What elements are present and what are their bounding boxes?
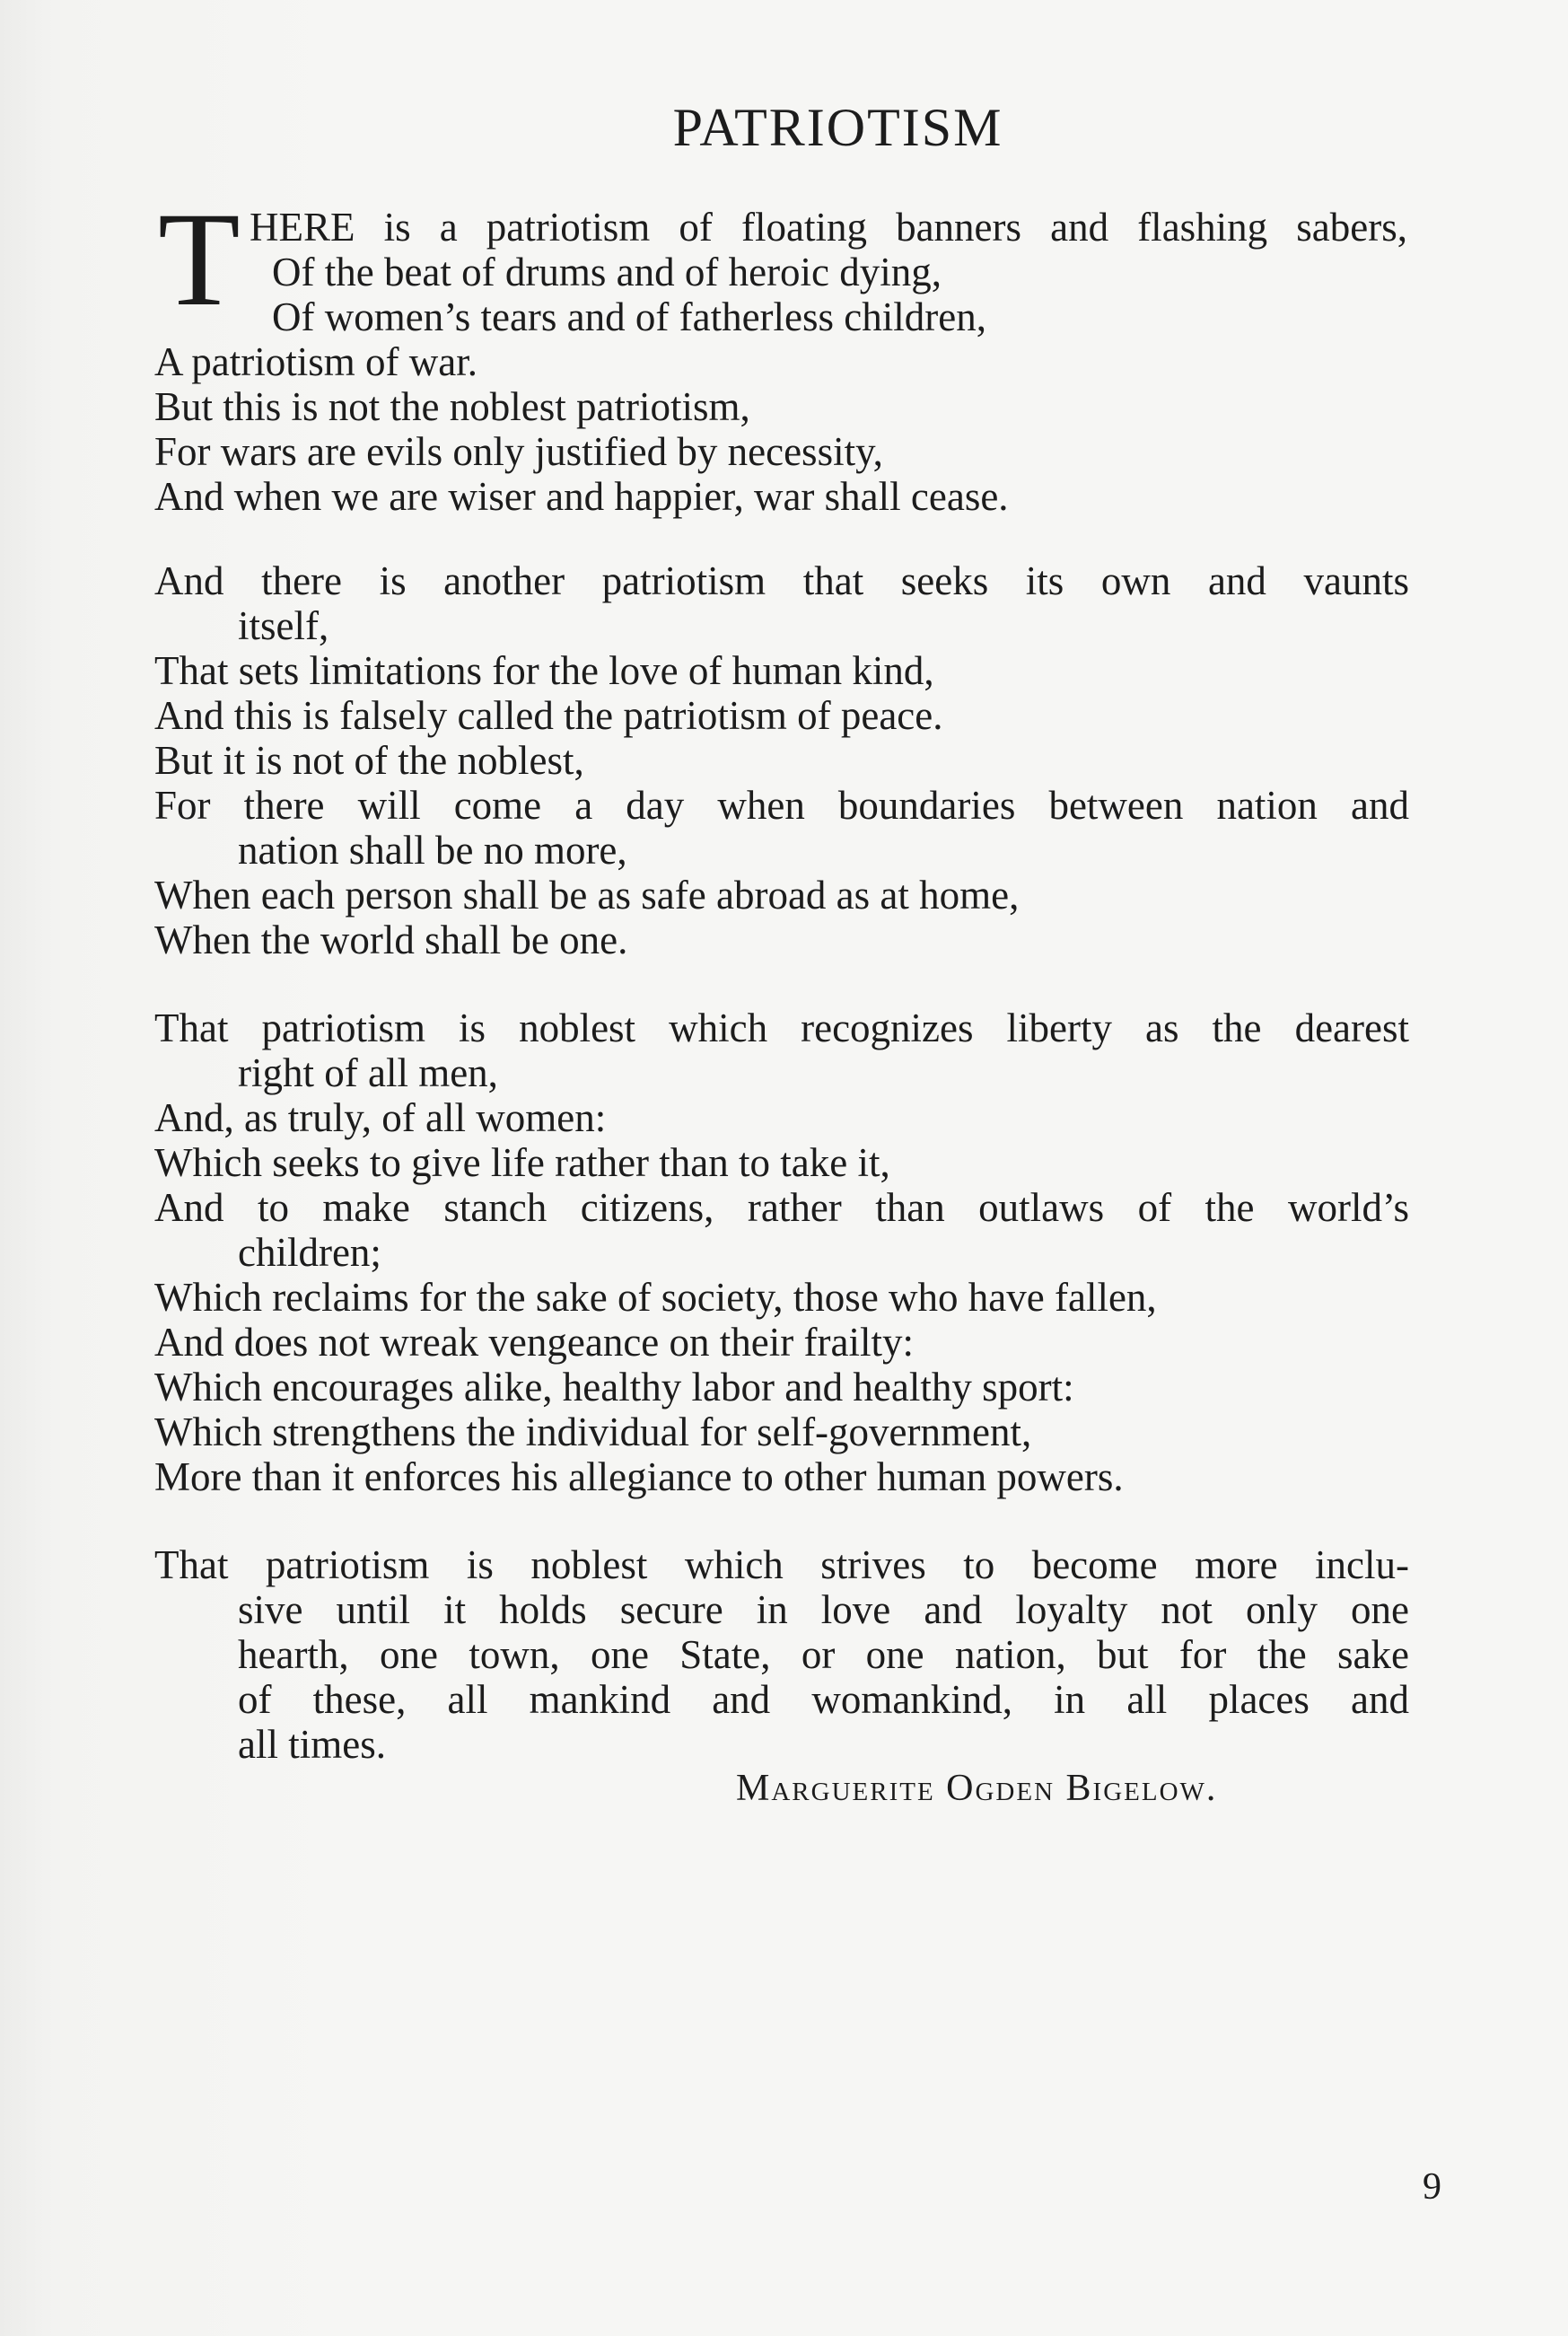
- page-number: 9: [1423, 2166, 1441, 2208]
- poem-line: When each person shall be as safe abroad as at home,: [154, 873, 1020, 918]
- poem-line: That sets limitations for the love of human kind,: [154, 648, 934, 693]
- poem-line: And, as truly, of all women:: [154, 1095, 607, 1140]
- poem-line: Which seeks to give life rather than to take it,: [154, 1140, 890, 1185]
- poem-line: A patriotism of war.: [154, 339, 477, 384]
- poem-line: Which encourages alike, healthy labor and healthy sport:: [154, 1365, 1074, 1410]
- poem-line: For there will come a day when boundaries between nation and: [154, 783, 1409, 828]
- poem-line: And to make stanch citizens, rather than outlaws of the world’s: [154, 1185, 1409, 1230]
- poem-line: More than it enforces his allegiance to other human powers.: [154, 1454, 1124, 1499]
- poem-line: That patriotism is noblest which recognizes liberty as the dearest: [154, 1006, 1409, 1050]
- poem-title: PATRIOTISM: [672, 98, 1003, 157]
- poem-line: When the world shall be one.: [154, 918, 628, 962]
- poem-line: children;: [238, 1230, 381, 1275]
- poem-line: hearth, one town, one State, or one nation, but for the sake: [238, 1632, 1409, 1677]
- poem-line: of these, all mankind and womankind, in all places and: [238, 1677, 1409, 1722]
- poem-line: And there is another patriotism that seeks its own and vaunts: [154, 558, 1409, 603]
- poem-line: For wars are evils only justified by necessity,: [154, 429, 883, 474]
- poem-line: itself,: [238, 603, 329, 648]
- poem-line: Of women’s tears and of fatherless children,: [272, 294, 986, 339]
- poem-line: And does not wreak vengeance on their frailty:: [154, 1320, 914, 1365]
- poem-line: That patriotism is noblest which strives to become more inclu-: [154, 1542, 1409, 1587]
- poem-line: sive until it holds secure in love and loyalty not only one: [238, 1587, 1409, 1632]
- poem-line: all times.: [238, 1722, 386, 1767]
- poem-line: nation shall be no more,: [238, 828, 627, 873]
- author-signature: Marguerite Ogden Bigelow.: [736, 1768, 1218, 1809]
- poem-line: But it is not of the noblest,: [154, 738, 584, 783]
- poem-line: And this is falsely called the patriotism of peace.: [154, 693, 943, 738]
- poem-line: right of all men,: [238, 1050, 498, 1095]
- poem-line: Which strengthens the individual for self-government,: [154, 1410, 1032, 1454]
- poem-line: HERE is a patriotism of floating banners and flashing sabers,: [250, 205, 1407, 250]
- drop-cap: T: [158, 185, 241, 334]
- poem-line: Which reclaims for the sake of society, those who have fallen,: [154, 1275, 1157, 1320]
- poem-line: But this is not the noblest patriotism,: [154, 384, 750, 429]
- poem-line: Of the beat of drums and of heroic dying,: [272, 250, 942, 294]
- poem-line: And when we are wiser and happier, war shall cease.: [154, 474, 1009, 519]
